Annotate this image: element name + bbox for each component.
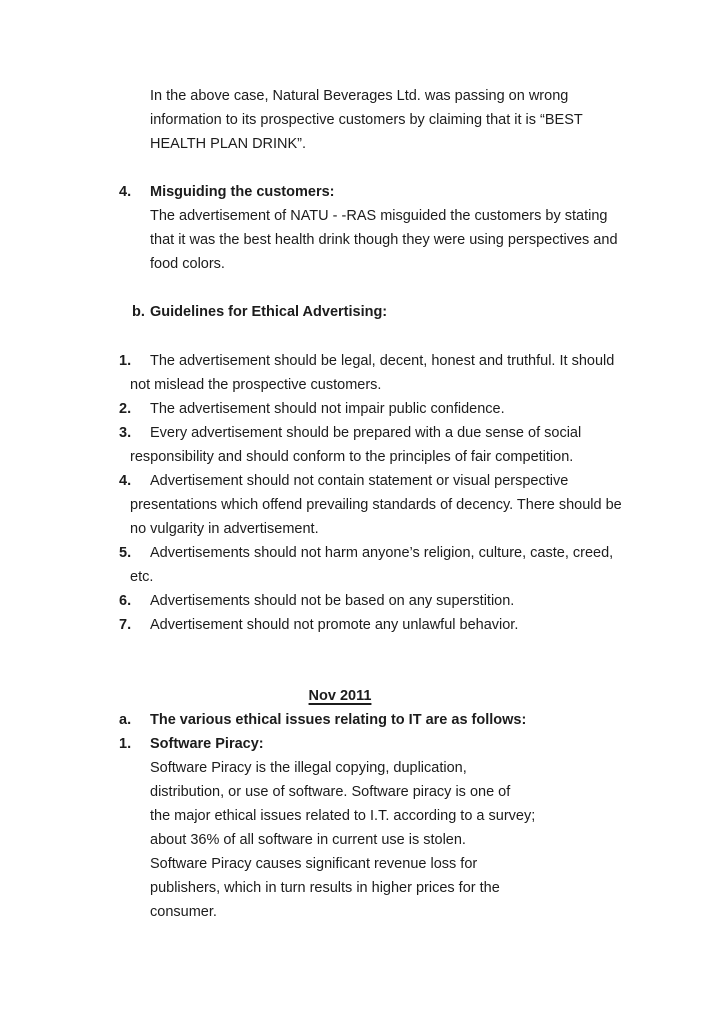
list-item — [119, 613, 622, 637]
list-number: 5. — [119, 545, 132, 561]
item-heading-text: Misguiding the customers: — [150, 184, 335, 200]
it-issues-heading — [119, 708, 724, 732]
list-item — [119, 589, 622, 613]
list-item-line: etc. — [130, 569, 154, 585]
list-item-line: The advertisement should not impair public confidence. — [150, 401, 505, 417]
list-item-line: responsibility and should conform to the principles of fair competition. — [130, 449, 574, 465]
section-heading-text: Guidelines for Ethical Advertising: — [150, 304, 388, 320]
paragraph-line: food colors. — [150, 256, 225, 272]
list-item-line: Every advertisement should be prepared with a due sense of social — [150, 425, 582, 441]
paragraph-line: consumer. — [150, 904, 217, 920]
nov-2011-section — [0, 684, 724, 924]
list-number: 1. — [119, 353, 132, 369]
list-item-line: not mislead the prospective customers. — [130, 377, 382, 393]
list-item-line: Advertisement should not contain statement or visual perspective — [150, 473, 569, 489]
list-item — [119, 469, 622, 541]
list-number: 7. — [119, 617, 132, 633]
guidelines-heading — [132, 300, 388, 324]
paragraph-line: In the above case, Natural Beverages Ltd. was passing on wrong — [150, 88, 569, 104]
list-number: 3. — [119, 425, 132, 441]
list-item — [119, 421, 622, 469]
software-piracy-heading-text: Software Piracy: — [150, 736, 264, 752]
item-heading — [119, 180, 618, 204]
list-number: 6. — [119, 593, 132, 609]
list-item — [119, 349, 622, 397]
intro-paragraph — [150, 84, 583, 156]
it-issues-heading-text: The various ethical issues relating to IT are as follows: — [150, 712, 527, 728]
paragraph-line: The advertisement of NATU - -RAS misguided the customers by stating — [150, 208, 608, 224]
section-heading — [132, 300, 388, 324]
paragraph-line: distribution, or use of software. Software piracy is one of — [150, 784, 511, 800]
paragraph-line: about 36% of all software in current use is stolen. — [150, 832, 466, 848]
paragraph-line: the major ethical issues related to I.T. according to a survey; — [150, 808, 536, 824]
section-date-text: Nov 2011 — [308, 688, 372, 704]
paragraph-line: information to its prospective customers by claiming that it is “BEST — [150, 112, 583, 128]
software-piracy-heading — [119, 732, 724, 756]
misguiding-customers-item — [119, 180, 618, 276]
list-item-line: no vulgarity in advertisement. — [130, 521, 319, 537]
list-item — [119, 541, 622, 589]
list-number: 2. — [119, 401, 132, 417]
item-letter: a. — [119, 712, 132, 728]
section-letter: b. — [132, 304, 145, 320]
paragraph-line: Software Piracy is the illegal copying, duplication, — [150, 760, 467, 776]
section-date-heading — [0, 684, 680, 708]
list-item-line: Advertisements should not be based on any superstition. — [150, 593, 515, 609]
paragraph-line: that it was the best health drink though they were using perspectives and — [150, 232, 618, 248]
list-item-line: The advertisement should be legal, decent, honest and truthful. It should — [150, 353, 615, 369]
paragraph-line: HEALTH PLAN DRINK”. — [150, 136, 307, 152]
list-item-line: Advertisement should not promote any unlawful behavior. — [150, 617, 519, 633]
list-number: 4. — [119, 473, 132, 489]
item-number: 4. — [119, 184, 132, 200]
list-item-line: presentations which offend prevailing standards of decency. There should be — [130, 497, 622, 513]
item-number: 1. — [119, 736, 132, 752]
paragraph-line: publishers, which in turn results in higher prices for the — [150, 880, 500, 896]
guidelines-list — [119, 349, 622, 637]
paragraph-line: Software Piracy causes significant revenue loss for — [150, 856, 478, 872]
list-item — [119, 397, 622, 421]
list-item-line: Advertisements should not harm anyone’s religion, culture, caste, creed, — [150, 545, 614, 561]
